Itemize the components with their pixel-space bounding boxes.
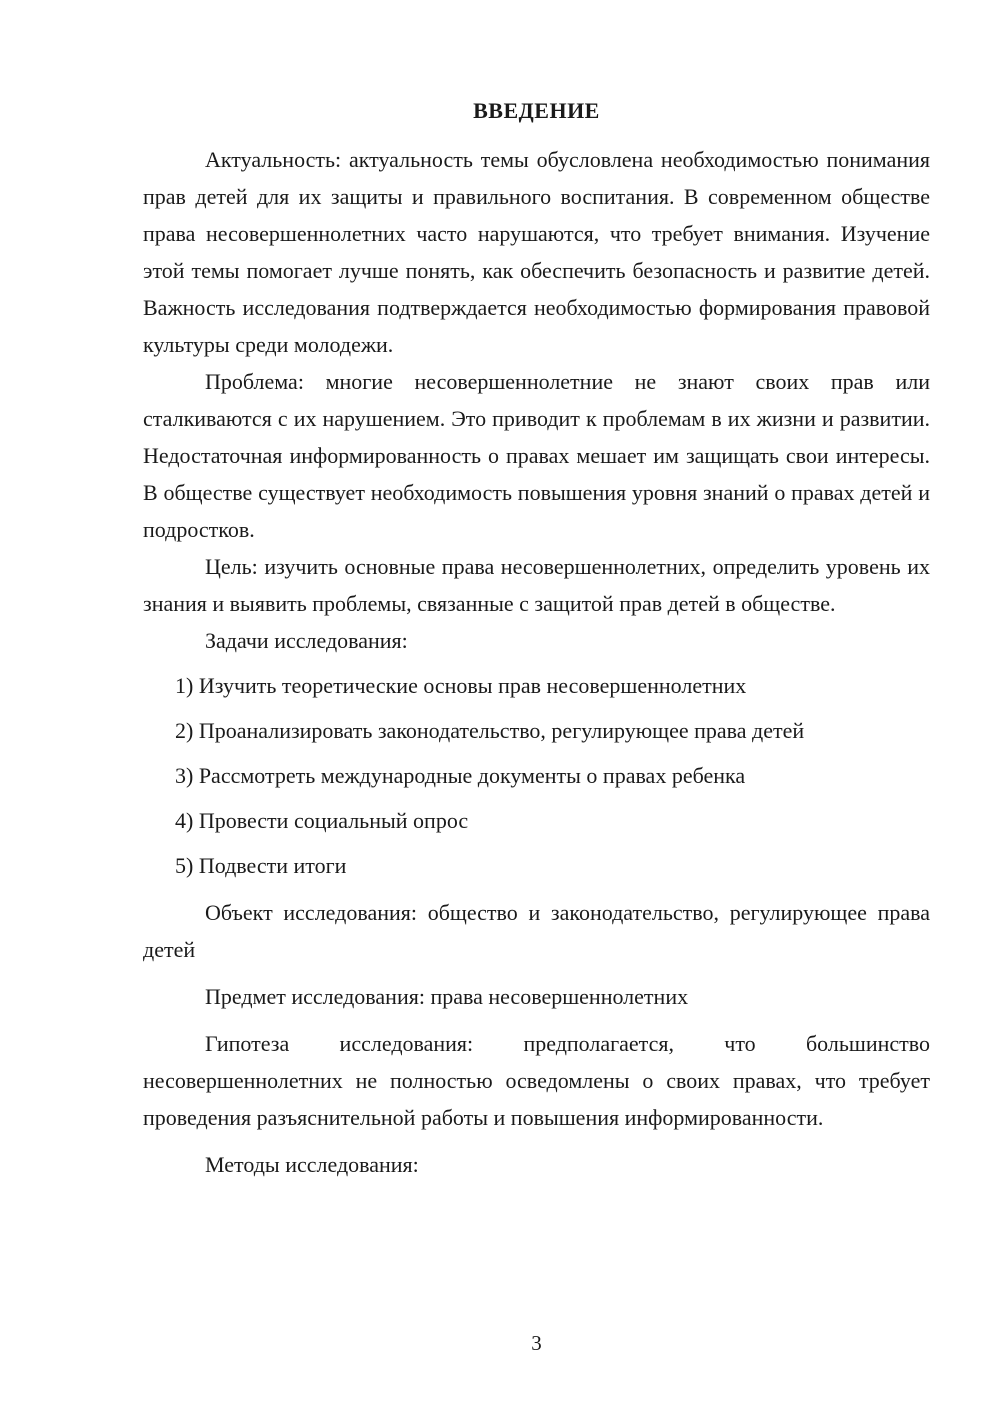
paragraph-problem: Проблема: многие несовершеннолетние не знают своих прав или сталкиваются с их нарушением. Это приводит к проблемам в их жизни и развитии. Недостаточная информированность о правах мешает им защищать свои интересы. В обществе существует необходимость повышения уровня знаний о правах детей и подростков. bbox=[143, 369, 930, 542]
task-item-3: 3) Рассмотреть международные документы о правах ребенка bbox=[175, 763, 746, 788]
task-item-2: 2) Проанализировать законодательство, регулирующее права детей bbox=[175, 718, 805, 743]
paragraph-hypothesis: Гипотеза исследования: предполагается, что большинство несовершеннолетних не полностью осведомлены о своих правах, что требует проведения разъяснительной работы и повышения информированности. bbox=[143, 1031, 930, 1130]
paragraph-object: Объект исследования: общество и законодательство, регулирующее права детей bbox=[143, 900, 930, 962]
document-title: ВВЕДЕНИЕ bbox=[473, 98, 600, 123]
page-number: 3 bbox=[531, 1331, 542, 1355]
tasks-list bbox=[143, 667, 930, 884]
task-item-5: 5) Подвести итоги bbox=[175, 853, 347, 878]
tasks-heading: Задачи исследования: bbox=[205, 628, 408, 653]
paragraph-goal: Цель: изучить основные права несовершеннолетних, определить уровень их знания и выявить проблемы, связанные с защитой прав детей в обществе. bbox=[143, 554, 930, 616]
paragraph-subject: Предмет исследования: права несовершеннолетних bbox=[205, 984, 689, 1009]
task-item-4: 4) Провести социальный опрос bbox=[175, 808, 469, 833]
paragraph-relevance: Актуальность: актуальность темы обусловлена необходимостью понимания прав детей для их защиты и правильного воспитания. В современном обществе права несовершеннолетних часто нарушаются, что требует внимания. Изучение этой темы помогает лучше понять, как обеспечить безопасность и развитие детей. Важность исследования подтверждается необходимостью формирования правовой культуры среди молодежи. bbox=[143, 147, 930, 357]
task-item-1: 1) Изучить теоретические основы прав несовершеннолетних bbox=[175, 673, 747, 698]
paragraph-methods-heading: Методы исследования: bbox=[205, 1152, 419, 1177]
